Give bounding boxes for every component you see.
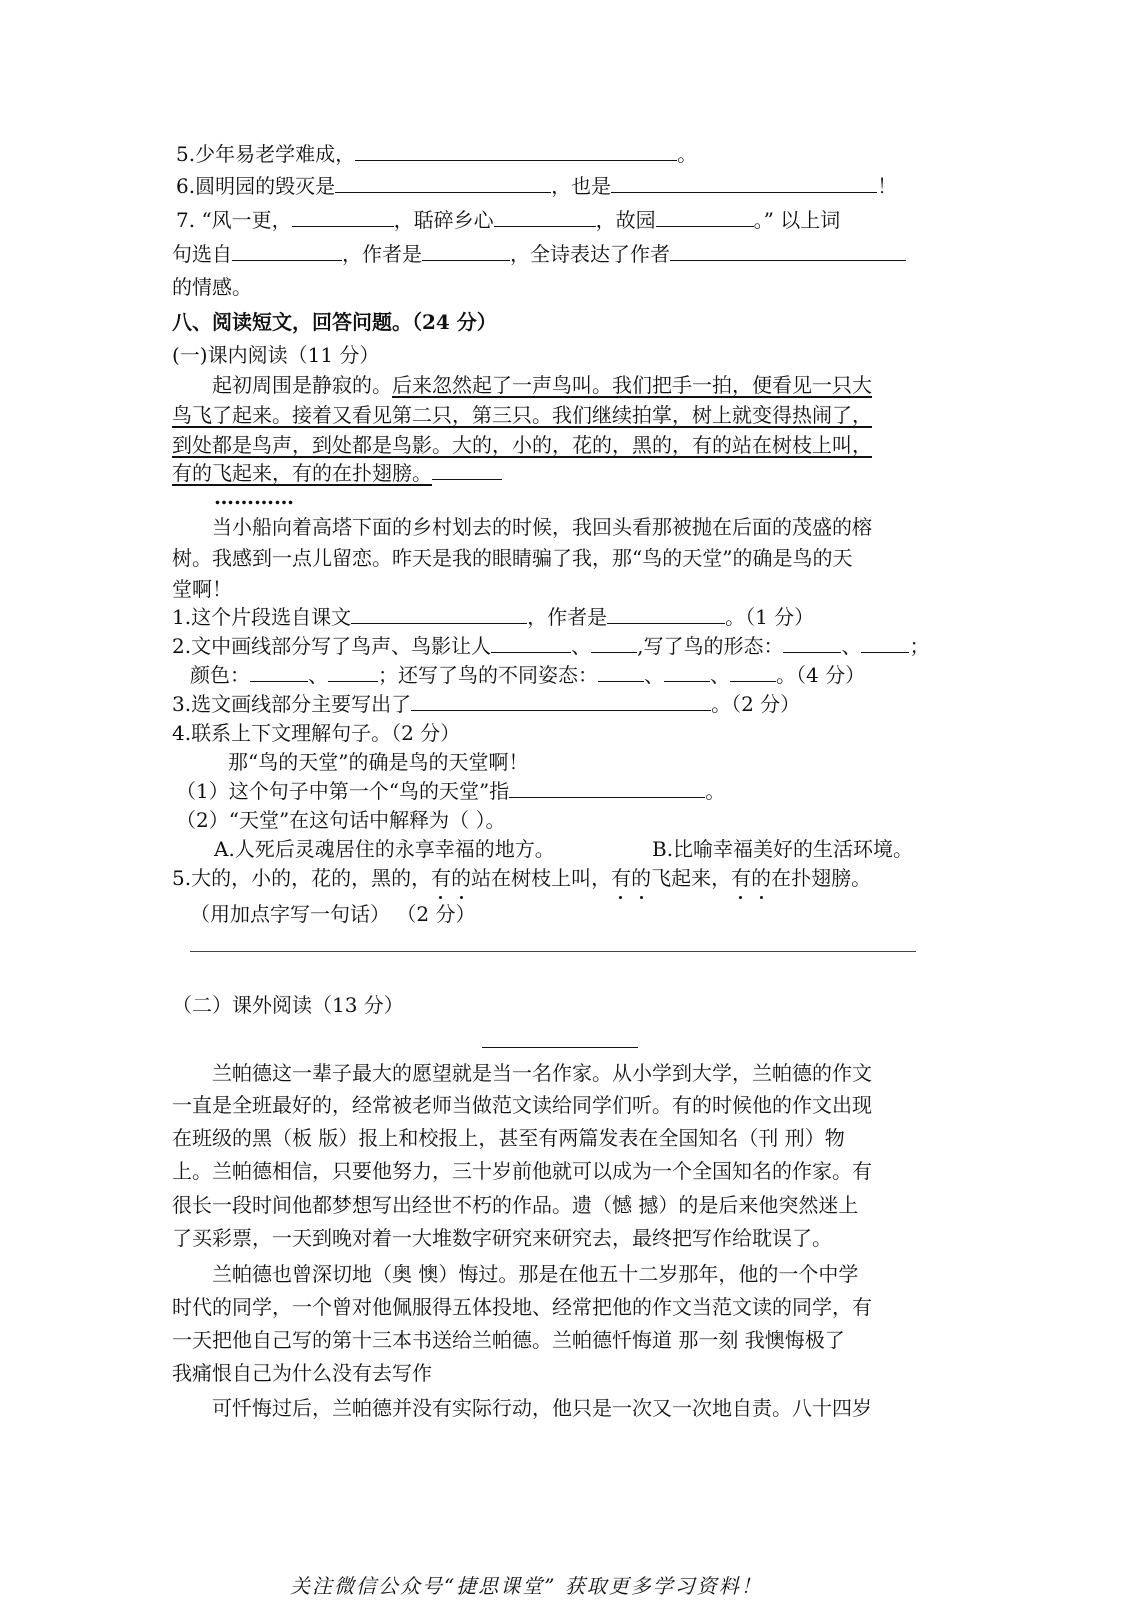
q8-4-1-blank[interactable]	[509, 777, 705, 798]
section-heading-8: 八、阅读短文，回答问题。（24 分）	[172, 310, 497, 334]
q8-3-blank[interactable]	[411, 690, 711, 711]
passage1-line-4: 有的飞起来，有的在扑翅膀。	[172, 458, 502, 488]
passage1-line-3: 到处都是鸟声，到处都是鸟影。大的，小的，花的，黑的，有的站在树枝上叫，	[172, 433, 872, 457]
q5-line: 5.少年易老学难成， 。	[176, 142, 698, 166]
q8-1-blank-2[interactable]	[607, 603, 725, 624]
q8-4-quote: 那“鸟的天堂”的确是鸟的天堂啊！	[228, 750, 529, 774]
q7-line-3: 的情感。	[172, 275, 252, 299]
dotted-word-2: 有的	[611, 863, 651, 893]
passage2-line-5: 很长一段时间他都梦想写出经世不朽的作品。遗（憾 撼）的是后来他突然迷上	[172, 1193, 859, 1217]
subsection-2: （二）课外阅读（13 分）	[172, 993, 404, 1017]
q7-line-1: 7. “风一更， ，聒碎乡心 ，故园 。” 以上词	[176, 208, 841, 232]
passage2-line-7: 兰帕德也曾深切地（奥 懊）悔过。那是在他五十二岁那年，他的一个中学	[212, 1262, 859, 1286]
q8-5: 5.大的，小的，花的，黑的，有的站在树枝上叫，有的飞起来，有的在扑翅膀。	[172, 863, 871, 893]
q8-1-blank-1[interactable]	[351, 603, 527, 624]
q6-line: 6.圆明园的毁灭是 ，也是 ！	[176, 174, 898, 198]
passage2-line-9: 一天把他自己写的第十三本书送给兰帕德。兰帕德忏悔道 那一刻 我懊悔极了	[172, 1328, 845, 1352]
passage1-line-2: 鸟飞了起来。接着又看见第二只，第三只。我们继续拍掌，树上就变得热闹了，	[172, 403, 872, 427]
q8-2-line-1: 2.文中画线部分写了鸟声、鸟影让人 、 ,写了鸟的形态： 、 ；	[172, 634, 930, 658]
passage2-line-4: 上。兰帕德相信，只要他努力，三十岁前他就可以成为一个全国知名的作家。有	[172, 1159, 872, 1183]
q8-5-answer-line[interactable]	[190, 951, 916, 952]
q8-4: 4.联系上下文理解句子。（2 分）	[172, 721, 461, 745]
passage2-line-6: 了买彩票，一天到晚对着一大堆数字研究来研究去，最终把写作给耽误了。	[172, 1226, 832, 1250]
q8-3: 3.选文画线部分主要写出了 。（2 分）	[172, 692, 801, 716]
passage1-line-7: 堂啊！	[172, 577, 232, 601]
q8-2-line-2: 颜色： 、 ；还写了鸟的不同姿态： 、 、 。（4 分）	[190, 663, 866, 687]
passage1-line-5: 当小船向着高塔下面的乡村划去的时候，我回头看那被抛在后面的茂盛的榕	[212, 515, 872, 539]
q8-4-option-a[interactable]: A.人死后灵魂居住的永享幸福的地方。	[214, 837, 555, 861]
q6-blank-1[interactable]	[335, 172, 551, 193]
q8-1: 1.这个片段选自课文 ，作者是 。（1 分）	[172, 605, 815, 629]
q7-blank-5[interactable]	[422, 240, 510, 261]
passage2-title-blank[interactable]	[482, 1047, 638, 1048]
ellipsis: …………	[214, 485, 294, 509]
q5-blank[interactable]	[355, 140, 677, 161]
passage2-line-8: 时代的同学，一个曾对他佩服得五体投地、经常把他的作文当范文读的同学，有	[172, 1295, 872, 1319]
q8-4-option-b[interactable]: B.比喻幸福美好的生活环境。	[652, 837, 914, 861]
q5-text: 5.少年易老学难成，	[176, 142, 356, 166]
dotted-word-3: 有的	[731, 863, 771, 893]
passage1-line-1: 起初周围是静寂的。后来忽然起了一声鸟叫。我们把手一拍，便看见一只大	[212, 373, 872, 397]
q8-5-note: （用加点字写一句话） （2 分）	[190, 902, 476, 926]
q7-blank-2[interactable]	[494, 206, 596, 227]
passage1-line-6: 树。我感到一点儿留恋。昨天是我的眼睛骗了我，那“鸟的天堂”的确是鸟的天	[172, 546, 853, 570]
q7-line-2: 句选自 ，作者是 ，全诗表达了作者	[172, 239, 906, 269]
passage2-line-2: 一直是全班最好的，经常被老师当做范文读给同学们听。有的时候他的作文出现	[172, 1093, 872, 1117]
passage2-line-11: 可忏悔过后，兰帕德并没有实际行动，他只是一次又一次地自责。八十四岁	[212, 1396, 872, 1420]
q7-blank-3[interactable]	[656, 206, 754, 227]
passage2-line-1: 兰帕德这一辈子最大的愿望就是当一名作家。从小学到大学，兰帕德的作文	[212, 1061, 872, 1085]
q7-blank-4[interactable]	[232, 240, 342, 261]
passage2-line-10: 我痛恨自己为什么没有去写作	[172, 1361, 432, 1385]
footer-note: 关注微信公众号“捷思课堂” 获取更多学习资料！	[290, 1574, 763, 1598]
dotted-word-1: 有的	[431, 863, 471, 893]
q8-4-1: （1）这个句子中第一个“鸟的天堂”指 。	[176, 779, 726, 803]
subsection-1: (一)课内阅读（11 分）	[172, 343, 380, 367]
q6-blank-2[interactable]	[611, 172, 877, 193]
q7-blank-6[interactable]	[670, 240, 906, 261]
q7-blank-1[interactable]	[292, 206, 394, 227]
passage2-line-3: 在班级的黑（板 版）报上和校报上，甚至有两篇发表在全国知名（刊 刑）物	[172, 1126, 845, 1150]
q8-4-2: （2）“天堂”在这句话中解释为（ ）。	[176, 808, 506, 832]
